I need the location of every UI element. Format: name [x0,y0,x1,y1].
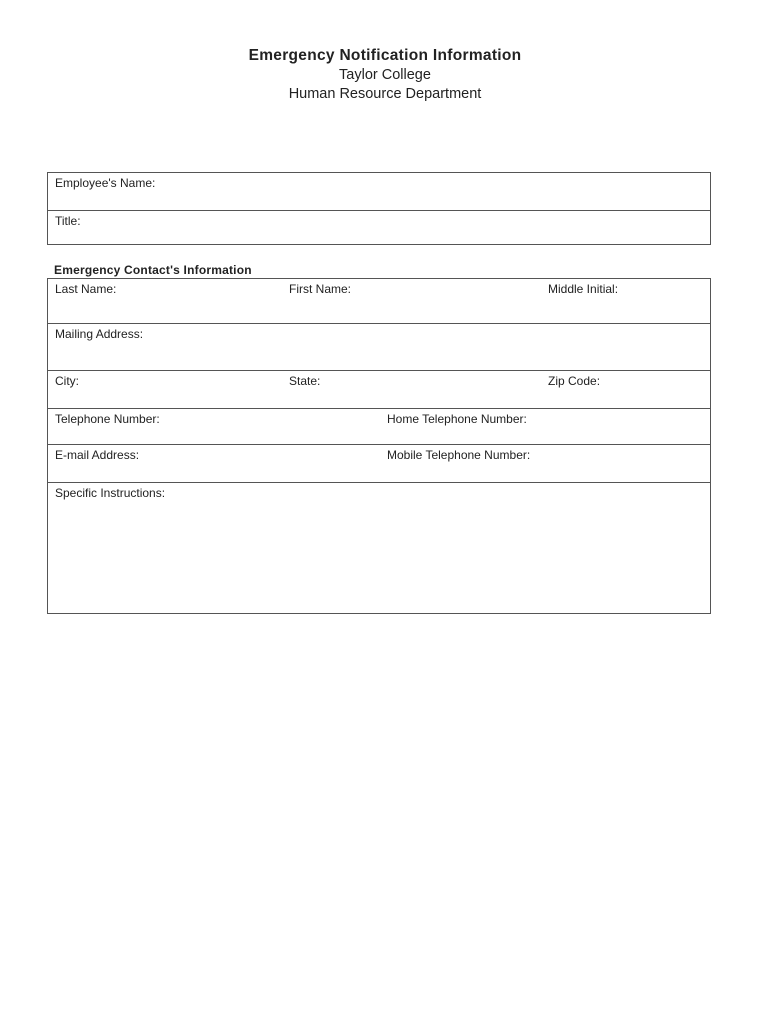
employee-title-row[interactable] [48,211,710,246]
contact-section-heading: Emergency Contact's Information [54,263,252,277]
mobile-telephone-label: Mobile Telephone Number: [387,448,531,462]
telephone-label: Telephone Number: [55,412,160,426]
institution-name: Taylor College [339,67,431,83]
zip-code-label: Zip Code: [548,374,601,388]
contact-name-row[interactable] [48,279,710,324]
specific-instructions-row[interactable] [48,483,710,613]
form-title: Emergency Notification Information [248,47,522,64]
employee-name-label: Employee's Name: [55,176,156,190]
last-name-label: Last Name: [55,282,117,296]
city-label: City: [55,374,79,388]
email-label: E-mail Address: [55,448,140,462]
mailing-address-row[interactable] [48,324,710,371]
first-name-label: First Name: [289,282,352,296]
state-label: State: [289,374,321,388]
email-mobile-row[interactable] [48,445,710,483]
specific-instructions-label: Specific Instructions: [55,486,166,500]
mailing-address-label: Mailing Address: [55,327,144,341]
employee-title-label: Title: [55,214,81,228]
department-name: Human Resource Department [288,86,482,102]
contact-info-box [47,278,711,614]
middle-initial-label: Middle Initial: [548,282,619,296]
employee-name-row[interactable] [48,173,710,211]
employee-info-box [47,172,711,245]
home-telephone-label: Home Telephone Number: [387,412,527,426]
telephone-row[interactable] [48,409,710,445]
city-state-zip-row[interactable] [48,371,710,409]
